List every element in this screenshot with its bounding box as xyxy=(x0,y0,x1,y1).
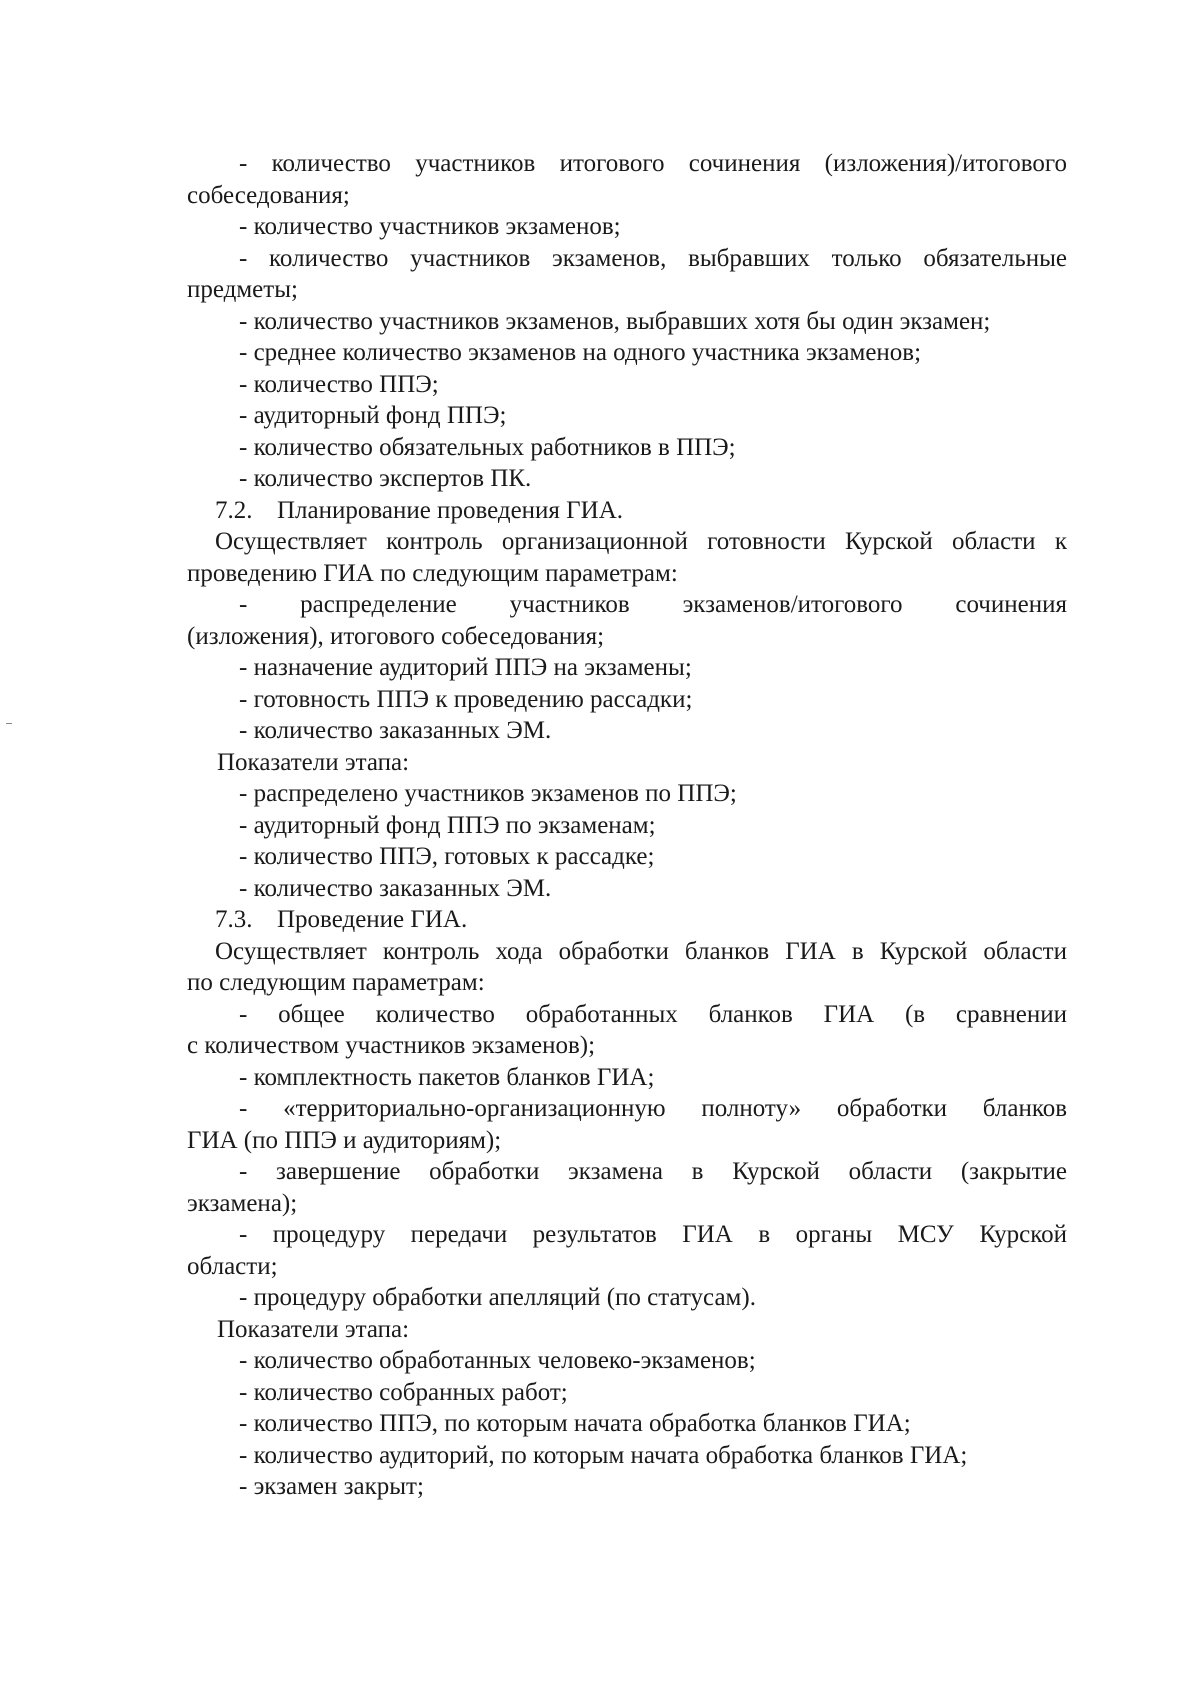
list-item-line: - количество участников итогового сочинения (изложения)/итогового xyxy=(239,150,1067,177)
document-body xyxy=(187,148,1067,1503)
list-item: - количество обработанных человеко-экзаменов; xyxy=(239,1347,756,1374)
section-number: 7.3. xyxy=(215,906,253,933)
paragraph: Показатели этапа: xyxy=(217,1315,410,1343)
list-item-line: - количество участников экзаменов, выбравших только обязательные xyxy=(239,244,1067,272)
list-item: - количество заказанных ЭМ. xyxy=(239,874,552,902)
list-item: - количество ППЭ; xyxy=(239,370,439,398)
list-item: - среднее количество экзаменов на одного участника экзаменов; xyxy=(239,339,922,366)
list-item-line: - «территориально-организационную полноту» обработки бланков xyxy=(239,1095,1067,1122)
paragraph-line: Осуществляет контроль организационной готовности Курской области к xyxy=(215,528,1067,555)
list-item-continuation: (изложения), итогового собеседования; xyxy=(187,622,605,650)
list-item: - количество собранных работ; xyxy=(239,1378,568,1406)
paragraph-continuation: по следующим параметрам: xyxy=(187,969,485,996)
list-item: - количество заказанных ЭМ. xyxy=(239,717,552,744)
paragraph: Показатели этапа: xyxy=(217,748,410,776)
section-heading xyxy=(187,904,1067,936)
list-item-line: - общее количество обработанных бланков ГИА (в сравнении xyxy=(239,1000,1067,1028)
list-item: - количество экспертов ПК. xyxy=(239,465,532,492)
list-item: - количество ППЭ, готовых к рассадке; xyxy=(239,843,655,870)
list-item-continuation: предметы; xyxy=(187,276,298,303)
list-item: - процедуру обработки апелляций (по статусам). xyxy=(239,1284,756,1311)
scan-mark xyxy=(6,723,12,724)
paragraph-line: Осуществляет контроль хода обработки бланков ГИА в Курской области xyxy=(215,937,1067,965)
list-item: - назначение аудиторий ППЭ на экзамены; xyxy=(239,654,692,681)
section-title: Проведение ГИА. xyxy=(277,906,468,933)
section-number: 7.2. xyxy=(215,496,253,524)
list-item: - количество ППЭ, по которым начата обработка бланков ГИА; xyxy=(239,1410,911,1437)
paragraph-continuation: проведению ГИА по следующим параметрам: xyxy=(187,559,678,587)
list-item-line: - распределение участников экзаменов/итогового сочинения xyxy=(239,591,1067,618)
list-item: - аудиторный фонд ППЭ; xyxy=(239,402,507,429)
list-item-continuation: собеседования; xyxy=(187,181,350,209)
list-item-continuation: экзамена); xyxy=(187,1189,298,1217)
list-item: - количество аудиторий, по которым начата обработка бланков ГИА; xyxy=(239,1441,968,1469)
list-item-continuation: с количеством участников экзаменов); xyxy=(187,1032,596,1059)
list-item: - количество обязательных работников в ППЭ; xyxy=(239,433,736,461)
list-item-continuation: ГИА (по ППЭ и аудиториям); xyxy=(187,1126,502,1154)
list-item: - комплектность пакетов бланков ГИА; xyxy=(239,1063,655,1091)
list-item-line: - процедуру передачи результатов ГИА в органы МСУ Курской xyxy=(239,1221,1067,1248)
section-heading xyxy=(187,495,1067,527)
list-item: - количество участников экзаменов; xyxy=(239,213,621,240)
list-item: - готовность ППЭ к проведению рассадки; xyxy=(239,685,693,713)
list-item: - аудиторный фонд ППЭ по экзаменам; xyxy=(239,811,656,839)
list-item-continuation: области; xyxy=(187,1252,278,1280)
list-item: - экзамен закрыт; xyxy=(239,1473,424,1500)
list-item-line: - завершение обработки экзамена в Курской области (закрытие xyxy=(239,1158,1067,1185)
section-title: Планирование проведения ГИА. xyxy=(277,496,623,524)
list-item: - количество участников экзаменов, выбравших хотя бы один экзамен; xyxy=(239,307,991,335)
list-item: - распределено участников экзаменов по ППЭ; xyxy=(239,780,737,807)
